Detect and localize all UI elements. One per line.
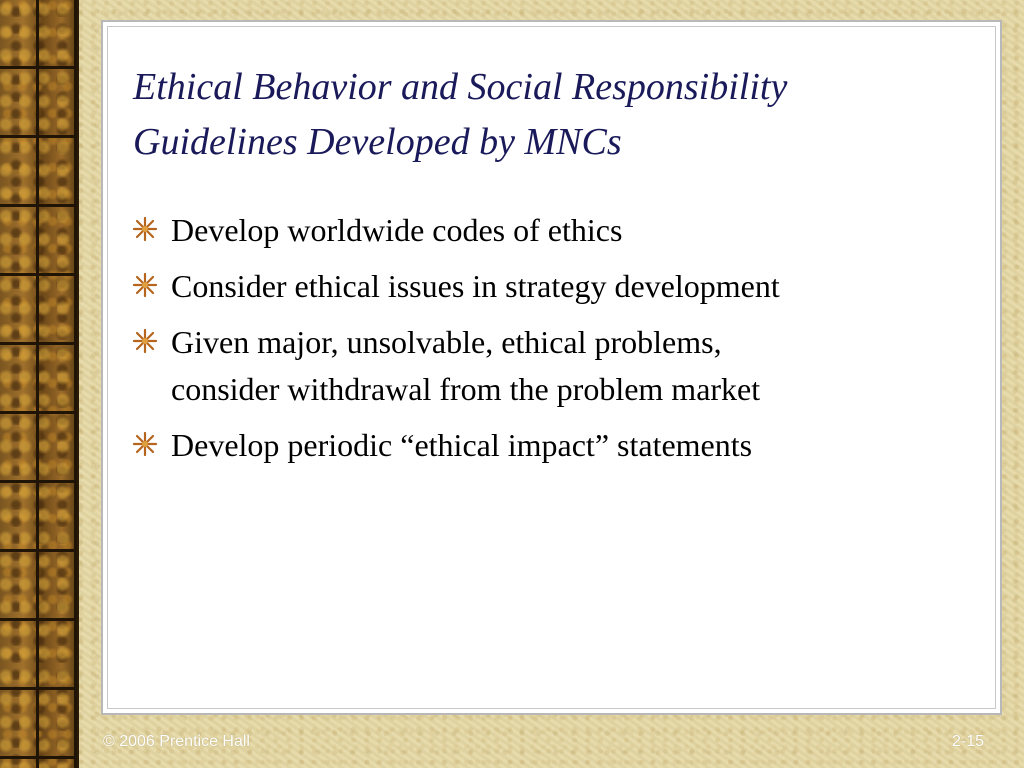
slide-title-line-1: Ethical Behavior and Social Responsibility (133, 66, 788, 108)
slide-title (133, 60, 973, 170)
bullet-text: Develop periodic “ethical impact” statements (171, 427, 753, 463)
footer-page-number: 2-15 (951, 733, 984, 750)
slide-title-line-2: Guidelines Developed by MNCs (133, 121, 622, 163)
bullet-text (171, 319, 760, 413)
bullet-item (131, 422, 971, 469)
footer-copyright: © 2006 Prentice Hall (103, 733, 250, 750)
starburst-bullet-icon (131, 271, 159, 299)
decorative-left-strip (0, 0, 79, 768)
bullet-list (131, 207, 971, 478)
bullet-item (131, 207, 971, 254)
bullet-item (131, 319, 971, 413)
starburst-bullet-icon (131, 327, 159, 355)
bullet-text: Consider ethical issues in strategy development (171, 268, 780, 304)
bullet-text-line-2: consider withdrawal from the problem market (171, 371, 761, 407)
bullet-text-line-1: Given major, unsolvable, ethical problems, (171, 324, 722, 360)
starburst-bullet-icon (131, 430, 159, 458)
bullet-text: Develop worldwide codes of ethics (171, 212, 623, 248)
slide-panel (101, 20, 1002, 715)
starburst-bullet-icon (131, 215, 159, 243)
bullet-item (131, 263, 971, 310)
